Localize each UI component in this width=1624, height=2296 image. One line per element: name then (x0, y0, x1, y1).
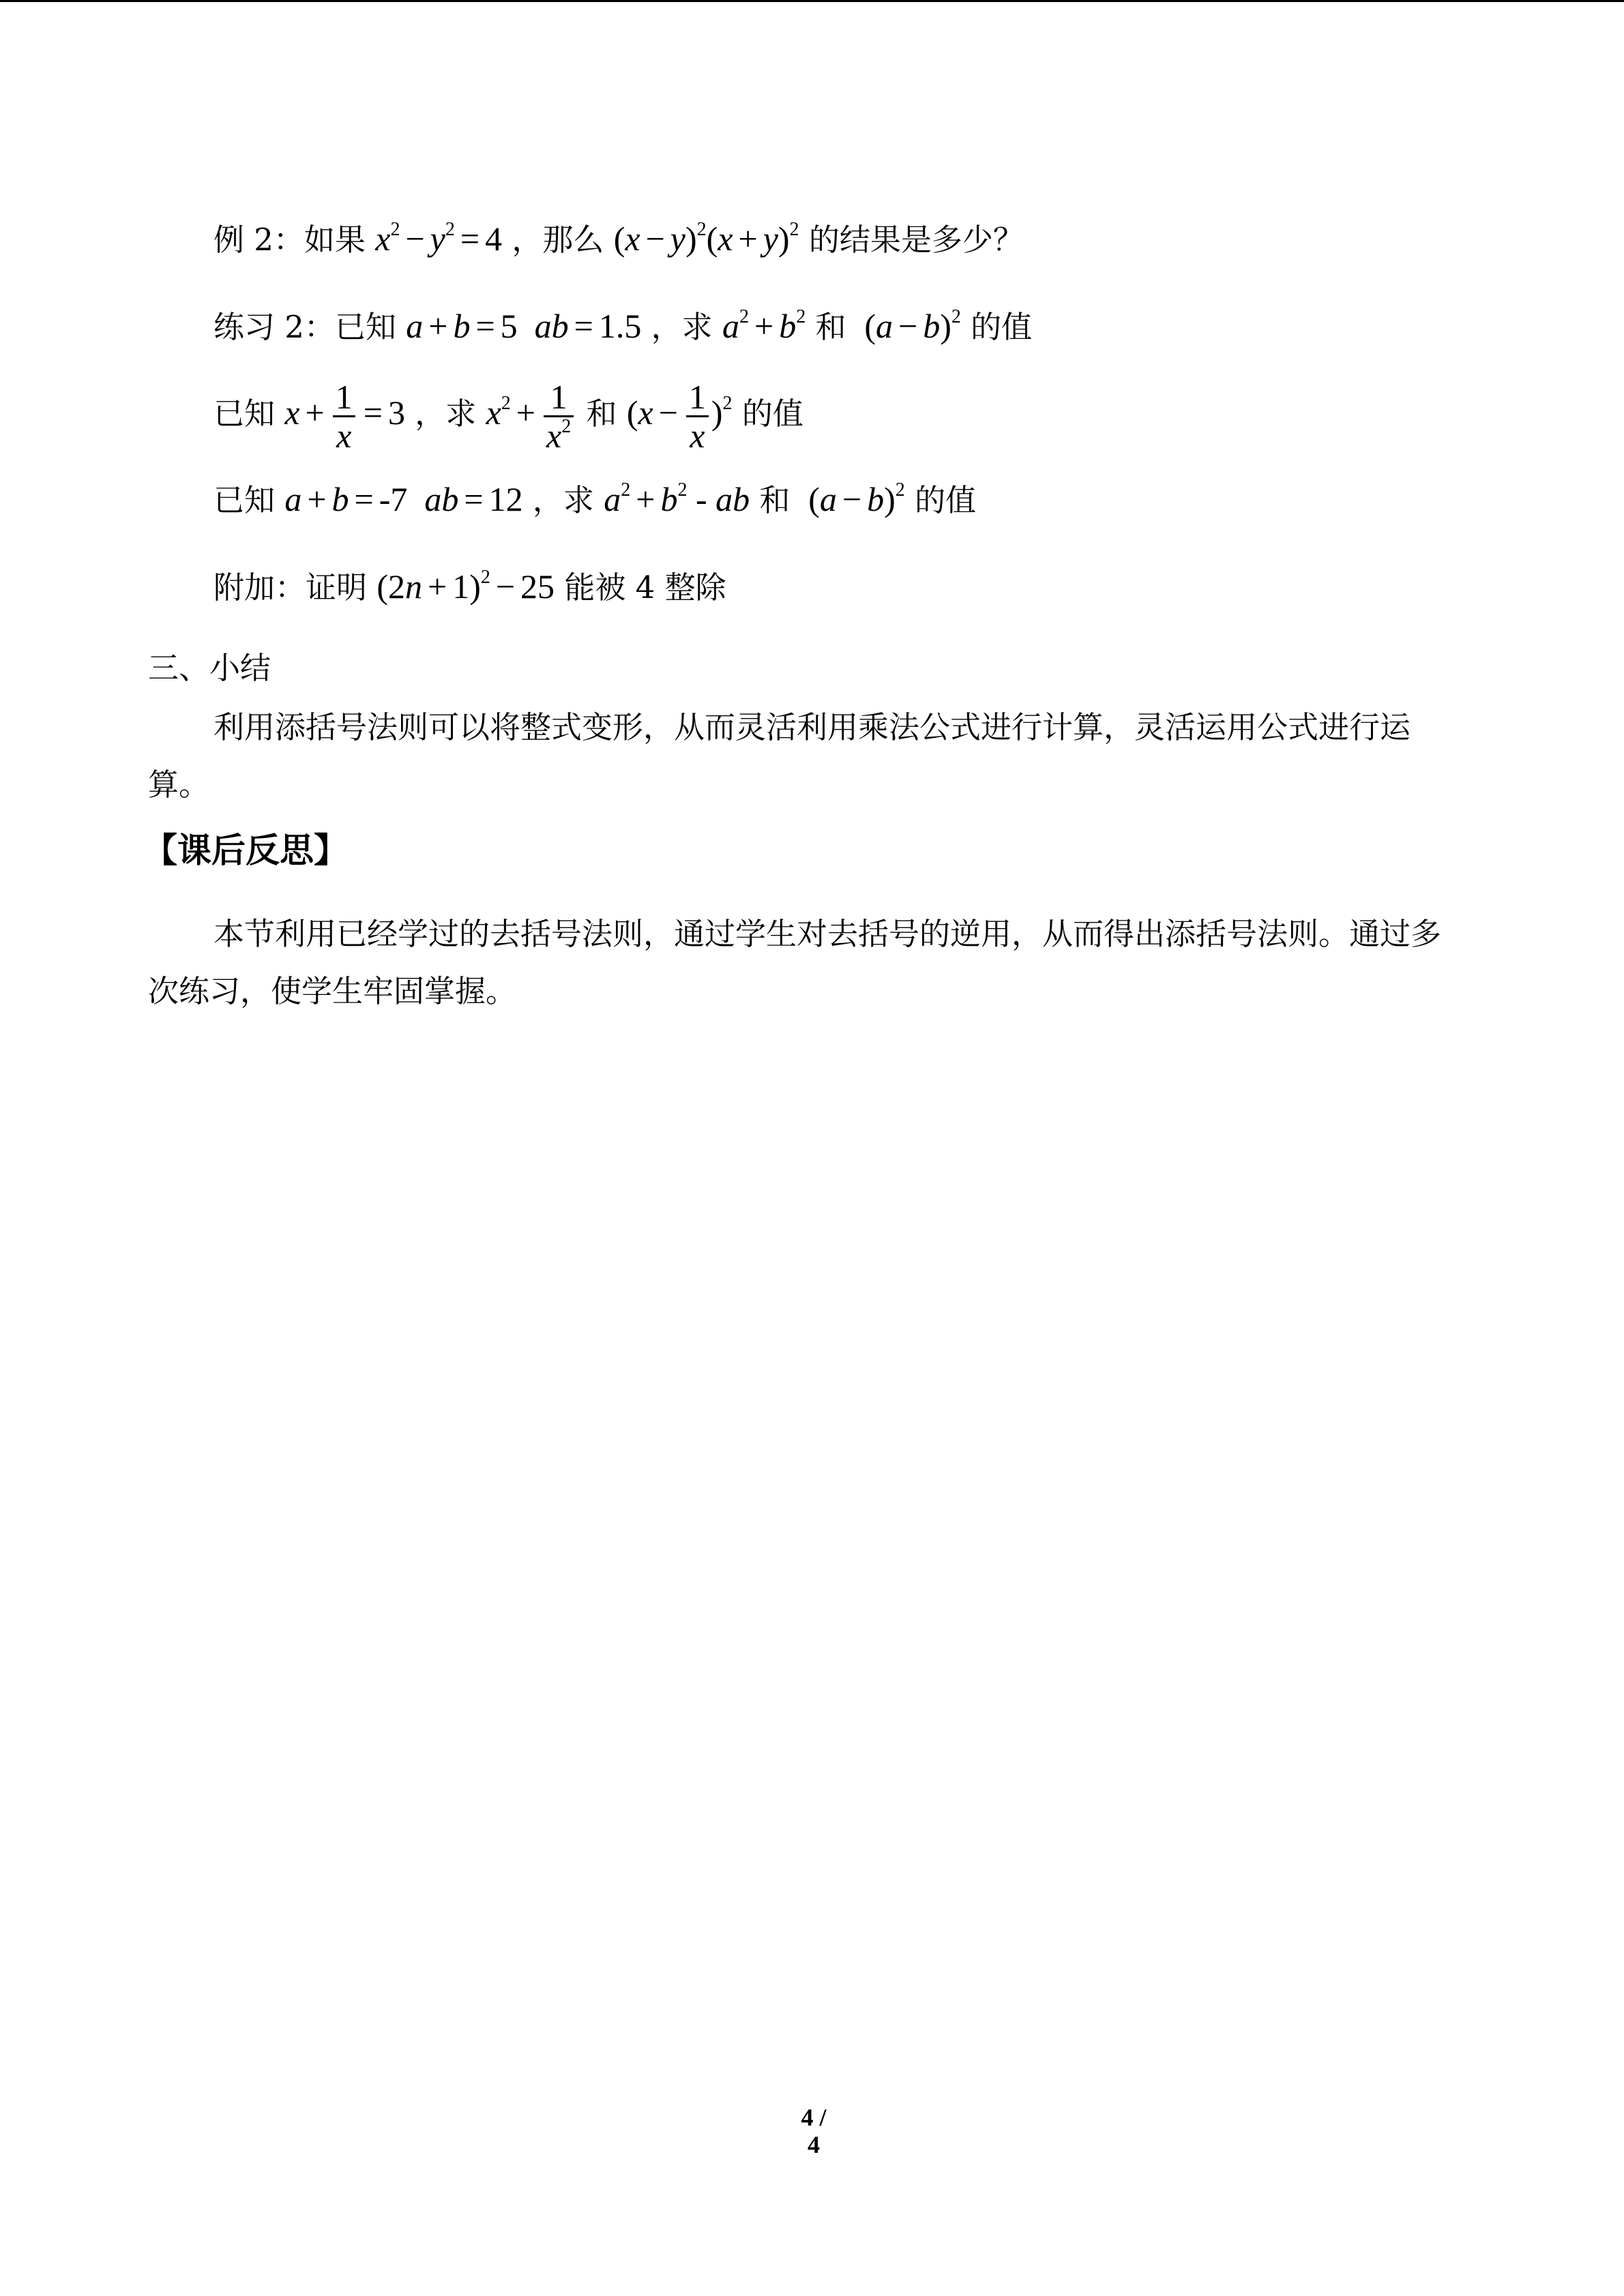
reflection-body: 本节利用已经学过的去括号法则，通过学生对去括号的逆用，从而得出添括号法则。通过多次练习，使学生牢固掌握。 (148, 916, 1442, 1009)
extra-label: 附加：证明 (213, 569, 368, 606)
summary-body: 利用添括号法则可以将整式变形，从而灵活利用乘法公式进行计算，灵活运用公式进行运算。 (148, 709, 1411, 803)
exercise-3-label: 已知 (213, 396, 276, 432)
example-2-label: 例 2：如果 (213, 222, 366, 258)
summary-heading: 三、小结 (148, 650, 271, 686)
exercise-4-ask: ，求 (532, 482, 594, 518)
example-2-line (213, 218, 1024, 260)
reflection-paragraph (148, 906, 1458, 1020)
exercise-2-target-2: $(a - b)^2$ (855, 306, 961, 345)
exercise-4-condition: a + b = -7 ab = 12 (284, 480, 523, 518)
exercise-4-and: 和 (759, 482, 791, 518)
exercise-2-tail: 的值 (971, 309, 1033, 345)
exercise-3-and: 和 (586, 396, 617, 432)
exercise-3-target-2: (x − $\frac{1}{x}$ )$^2$ (626, 378, 733, 456)
exercise-4-tail: 的值 (915, 482, 977, 518)
example-2-question: 的结果是多少？ (808, 222, 1024, 258)
exercise-3-target-1: $x^2$ + $\frac{1}{x^2}$ (486, 393, 577, 432)
exercise-2-label: 练习 2：已知 (213, 309, 396, 345)
exercise-4-label: 已知 (213, 482, 276, 518)
page-number: 4 / 4 (801, 2104, 827, 2158)
extra-tail: 能被 4 整除 (564, 569, 726, 606)
fraction-one-over-x: $\frac{1}{x}$ (333, 378, 355, 454)
example-2-expression: $(x - y)^2(x + y)^2$ (613, 219, 799, 258)
example-2-condition: $x^2 - y^2 = 4$ (375, 219, 503, 258)
exercise-4-target-2: $(a - b)^2$ (799, 479, 905, 518)
example-2-connector: ，那么 (512, 222, 604, 258)
summary-paragraph (148, 699, 1458, 814)
exercise-2-line (213, 305, 1032, 348)
fraction-one-over-x-squared: $\frac{1}{x^2}$ (544, 378, 574, 454)
exercise-3-line (213, 372, 803, 455)
exercise-4-target-1: $a^2 + b^2$ - ab (604, 479, 750, 518)
exercise-3-tail: 的值 (741, 396, 803, 432)
exercise-2-condition: a + b = 5 ab = 1.5 (406, 307, 642, 345)
exercise-4-line (213, 479, 976, 521)
exercise-2-and: 和 (815, 309, 846, 345)
exercise-3-condition: x + $\frac{1}{x}$ = 3 (284, 378, 405, 456)
exercise-2-target-1: $a^2 + b^2$ (722, 306, 806, 345)
top-border-line (0, 0, 1624, 2)
exercise-2-ask: ，求 (651, 309, 713, 345)
extra-line (213, 566, 726, 608)
fraction-one-over-x-2: $\frac{1}{x}$ (686, 378, 709, 454)
reflection-heading: 【课后反思】 (143, 831, 348, 870)
extra-expression: $(2n + 1)^2 - 25$ (377, 567, 555, 606)
exercise-3-ask: ，求 (415, 396, 477, 432)
